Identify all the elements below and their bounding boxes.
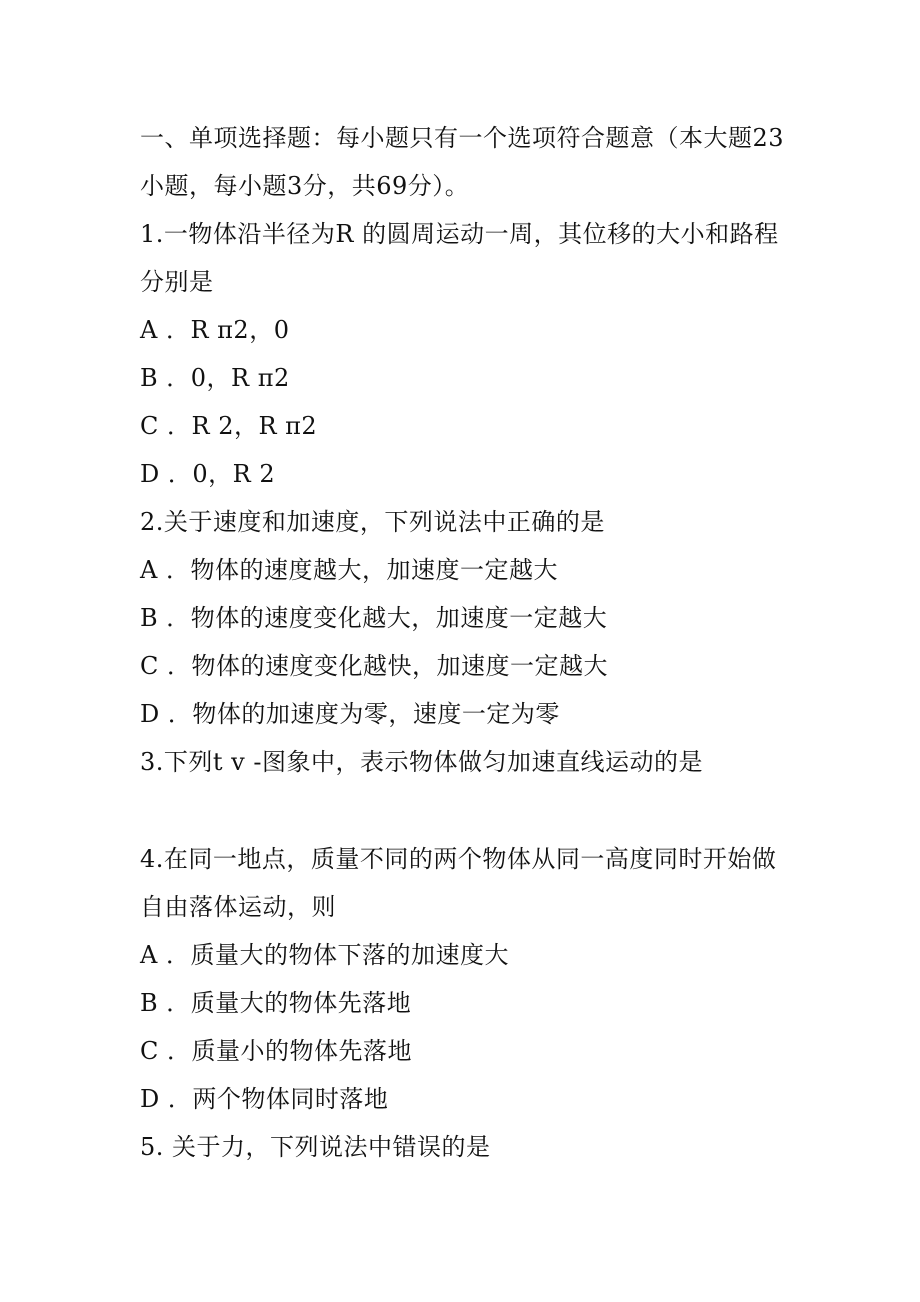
- question-2-option-d: D ．物体的加速度为零，速度一定为零: [140, 700, 560, 728]
- question-1-option-d: D ．0，R 2: [140, 460, 276, 488]
- question-4-option-b: B ．质量大的物体先落地: [140, 989, 412, 1017]
- question-4-option-d: D ．两个物体同时落地: [140, 1085, 389, 1113]
- question-1-option-c: C ．R 2，R π2: [140, 412, 318, 440]
- section-heading-line-1: 一、单项选择题：每小题只有一个选项符合题意（本大题23: [140, 124, 785, 152]
- question-2-option-b: B ．物体的速度变化越大，加速度一定越大: [140, 604, 608, 632]
- question-4-stem-line-1: 4.在同一地点，质量不同的两个物体从同一高度同时开始做: [140, 845, 777, 873]
- question-1-option-a: A ．R π2，0: [140, 316, 290, 344]
- question-1-stem-line-2: 分别是: [140, 268, 214, 296]
- question-1-stem-line-1: 1.一物体沿半径为R 的圆周运动一周，其位移的大小和路程: [140, 220, 779, 248]
- question-4-option-a: A ．质量大的物体下落的加速度大: [140, 941, 509, 969]
- question-1-option-b: B ．0，R π2: [140, 364, 290, 392]
- section-heading-line-2: 小题，每小题3分，共69分）。: [140, 172, 470, 200]
- question-3-stem: 3.下列t v -图象中，表示物体做匀加速直线运动的是: [140, 748, 703, 776]
- question-2-stem: 2.关于速度和加速度，下列说法中正确的是: [140, 508, 605, 536]
- question-5-stem: 5. 关于力，下列说法中错误的是: [140, 1133, 491, 1161]
- question-2-option-a: A ．物体的速度越大，加速度一定越大: [140, 556, 558, 584]
- question-2-option-c: C ．物体的速度变化越快，加速度一定越大: [140, 652, 608, 680]
- question-4-stem-line-2: 自由落体运动，则: [140, 893, 336, 921]
- question-4-option-c: C ．质量小的物体先落地: [140, 1037, 412, 1065]
